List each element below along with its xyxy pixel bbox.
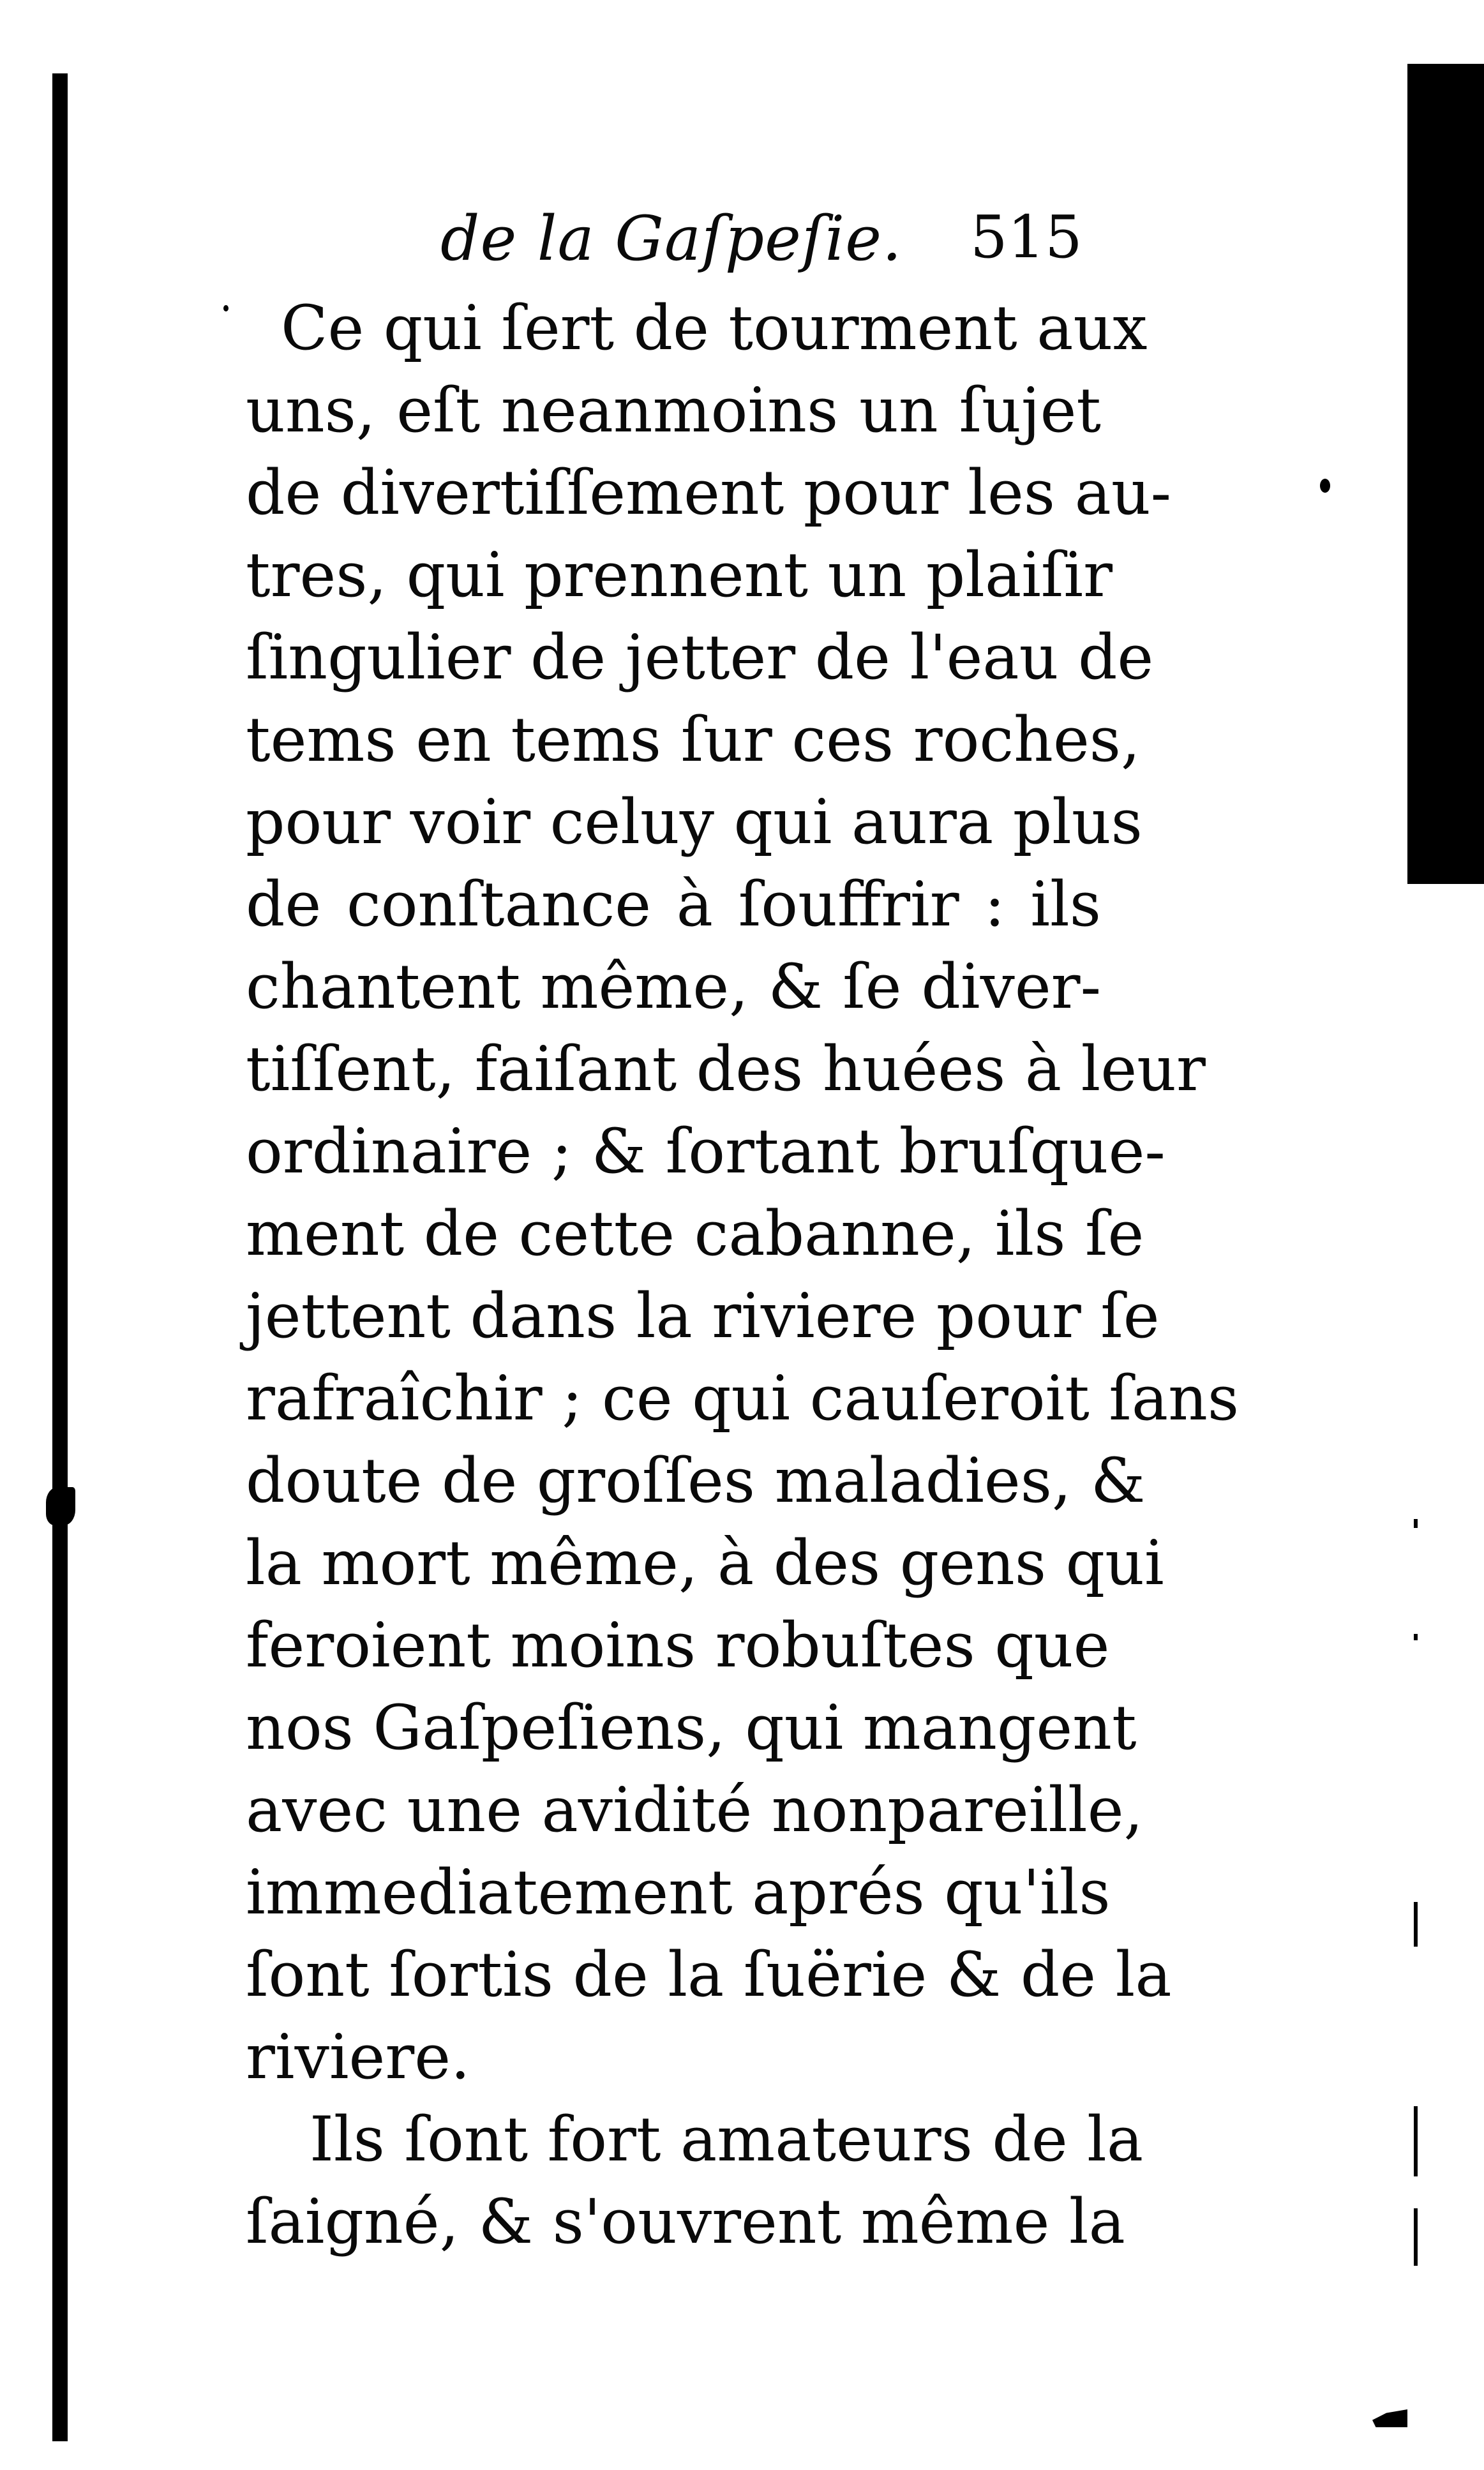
scan-edge-noise xyxy=(1414,1634,1418,1640)
text-line: ſaigné, & s'ouvrent même la xyxy=(246,2186,1125,2257)
text-line: doute de groſſes maladies, & xyxy=(246,1445,1146,1516)
ink-speck xyxy=(223,305,229,311)
text-line: rafraîchir ; ce qui cauſeroit ſans xyxy=(246,1363,1240,1434)
ink-speck xyxy=(1320,479,1330,493)
text-line: ſont ſortis de la ſuërie & de la xyxy=(246,1939,1172,2010)
text-line: Ce qui ſert de tourment aux xyxy=(281,292,1148,364)
scan-edge-noise xyxy=(1414,2106,1418,2176)
text-line: de divertiſſement pour les au- xyxy=(246,457,1172,528)
text-line: ordinaire ; & ſortant bruſque- xyxy=(246,1116,1165,1187)
text-line: pour voir celuy qui aura plus xyxy=(246,786,1143,858)
text-line: nos Gaſpeſiens, qui mangent xyxy=(246,1692,1137,1763)
text-line: riviere. xyxy=(246,2021,470,2093)
text-line: ſingulier de jetter de l'eau de xyxy=(246,622,1154,693)
scan-edge-noise xyxy=(1414,1902,1418,1947)
scan-corner-mark xyxy=(1372,2409,1407,2427)
text-line: tres, qui prennent un plaiſir xyxy=(246,539,1113,611)
text-line: de conſtance à ſouffrir : ils xyxy=(246,869,1101,940)
text-line: feroient moins robuſtes que xyxy=(246,1610,1110,1681)
text-line: tiſſent, faiſant des huées à leur xyxy=(246,1033,1206,1105)
text-line: tems en tems ſur ces roches, xyxy=(246,704,1141,775)
scan-edge-noise xyxy=(1414,1519,1418,1528)
binding-shadow-notch xyxy=(46,1487,75,1525)
text-line: la mort même, à des gens qui xyxy=(246,1527,1164,1599)
text-line: jettent dans la riviere pour ſe xyxy=(246,1280,1160,1352)
text-line: chantent même, & ſe diver- xyxy=(246,951,1101,1022)
scan-edge-bar-right xyxy=(1407,64,1484,884)
text-line: ment de cette cabanne, ils ſe xyxy=(246,1198,1144,1269)
body-text xyxy=(246,287,1240,2263)
page-number: 515 xyxy=(970,203,1083,271)
text-line: uns, eſt neanmoins un ſujet xyxy=(246,375,1101,446)
text-line: avec une avidité nonpareille, xyxy=(246,1774,1144,1846)
text-line: Ils ſont fort amateurs de la xyxy=(310,2104,1144,2175)
binding-shadow-left xyxy=(52,73,68,2441)
text-line: immediatement aprés qu'ils xyxy=(246,1857,1111,1928)
scan-edge-noise xyxy=(1414,2208,1418,2266)
running-head: de la Gaſpeſie. xyxy=(440,203,903,274)
